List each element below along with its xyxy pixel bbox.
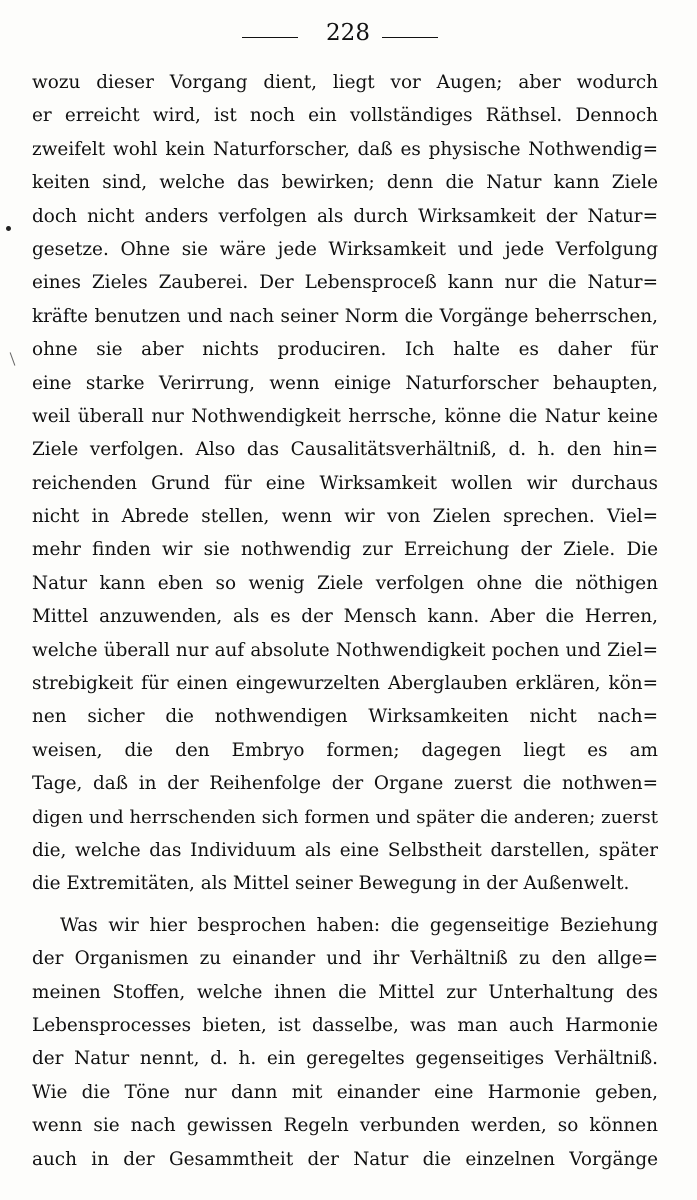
text-line: nicht in Abrede stellen, wenn wir von Zielen sprechen. Viel=	[32, 506, 658, 528]
text-line: die Extremitäten, als Mittel seiner Bewegung in der Außenwelt.	[32, 873, 630, 895]
text-line: gesetze. Ohne sie wäre jede Wirksamkeit und jede Verfolgung	[32, 238, 658, 260]
text-line: Lebensprocesses bieten, ist dasselbe, was man auch Harmonie	[32, 1014, 658, 1036]
text-line: digen und herrschenden sich formen und später die anderen; zuerst	[32, 806, 658, 828]
body-text	[32, 66, 658, 1176]
text-line: reichenden Grund für eine Wirksamkeit wollen wir durchaus	[32, 472, 658, 494]
text-line: strebigkeit für einen eingewurzelten Aberglauben erklären, kön=	[32, 673, 658, 695]
text-line: Natur kann eben so wenig Ziele verfolgen ohne die nöthigen	[32, 572, 658, 594]
margin-dot-mark	[6, 226, 11, 231]
text-line: Mittel anzuwenden, als es der Mensch kann. Aber die Herren,	[32, 606, 658, 628]
paragraph	[32, 66, 658, 901]
text-line: doch nicht anders verfolgen als durch Wirksamkeit der Natur=	[32, 205, 658, 227]
header-rule-left	[242, 37, 298, 38]
text-line: Ziele verfolgen. Also das Causalitätsverhältniß, d. h. den hin=	[32, 439, 658, 461]
paragraph	[32, 909, 658, 1176]
text-line: nen sicher die nothwendigen Wirksamkeiten nicht nach=	[32, 706, 658, 728]
header-rule-right	[382, 37, 438, 38]
text-line: auch in der Gesammtheit der Natur die einzelnen Vorgänge	[32, 1148, 658, 1170]
text-line: keiten sind, welche das bewirken; denn die Natur kann Ziele	[32, 172, 658, 194]
text-line: eines Zieles Zauberei. Der Lebensproceß kann nur die Natur=	[32, 272, 658, 294]
text-line: wenn sie nach gewissen Regeln verbunden werden, so können	[32, 1115, 658, 1137]
text-line: welche überall nur auf absolute Nothwendigkeit pochen und Ziel=	[32, 639, 658, 661]
page-header	[0, 18, 697, 54]
text-line: er erreicht wird, ist noch ein vollständiges Räthsel. Dennoch	[32, 105, 658, 127]
paragraph-gap	[32, 901, 658, 909]
text-line: weisen, die den Embryo formen; dagegen liegt es am	[32, 739, 658, 761]
text-line: ohne sie aber nichts produciren. Ich halte es daher für	[32, 339, 658, 361]
page-number: 228	[326, 20, 370, 46]
text-line: meinen Stoffen, welche ihnen die Mittel zur Unterhaltung des	[32, 981, 658, 1003]
text-line: Tage, daß in der Reihenfolge der Organe zuerst die nothwen=	[32, 773, 658, 795]
text-line: kräfte benutzen und nach seiner Norm die Vorgänge beherrschen,	[32, 305, 658, 327]
text-line: zweifelt wohl kein Naturforscher, daß es physische Nothwendig=	[32, 138, 658, 160]
margin-pencil-mark	[10, 352, 16, 365]
text-line: Wie die Töne nur dann mit einander eine Harmonie geben,	[32, 1081, 658, 1103]
text-line: Was wir hier besprochen haben: die gegenseitige Beziehung	[60, 914, 658, 936]
text-line: der Organismen zu einander und ihr Verhältniß zu den allge=	[32, 948, 658, 970]
text-line: weil überall nur Nothwendigkeit herrsche, könne die Natur keine	[32, 405, 658, 427]
text-line: die, welche das Individuum als eine Selbstheit darstellen, später	[32, 839, 658, 861]
text-line: mehr finden wir sie nothwendig zur Erreichung der Ziele. Die	[32, 539, 658, 561]
text-line: wozu dieser Vorgang dient, liegt vor Augen; aber wodurch	[32, 72, 658, 93]
text-line: der Natur nennt, d. h. ein geregeltes gegenseitiges Verhältniß.	[32, 1048, 658, 1070]
text-line: eine starke Verirrung, wenn einige Naturforscher behaupten,	[32, 372, 658, 394]
